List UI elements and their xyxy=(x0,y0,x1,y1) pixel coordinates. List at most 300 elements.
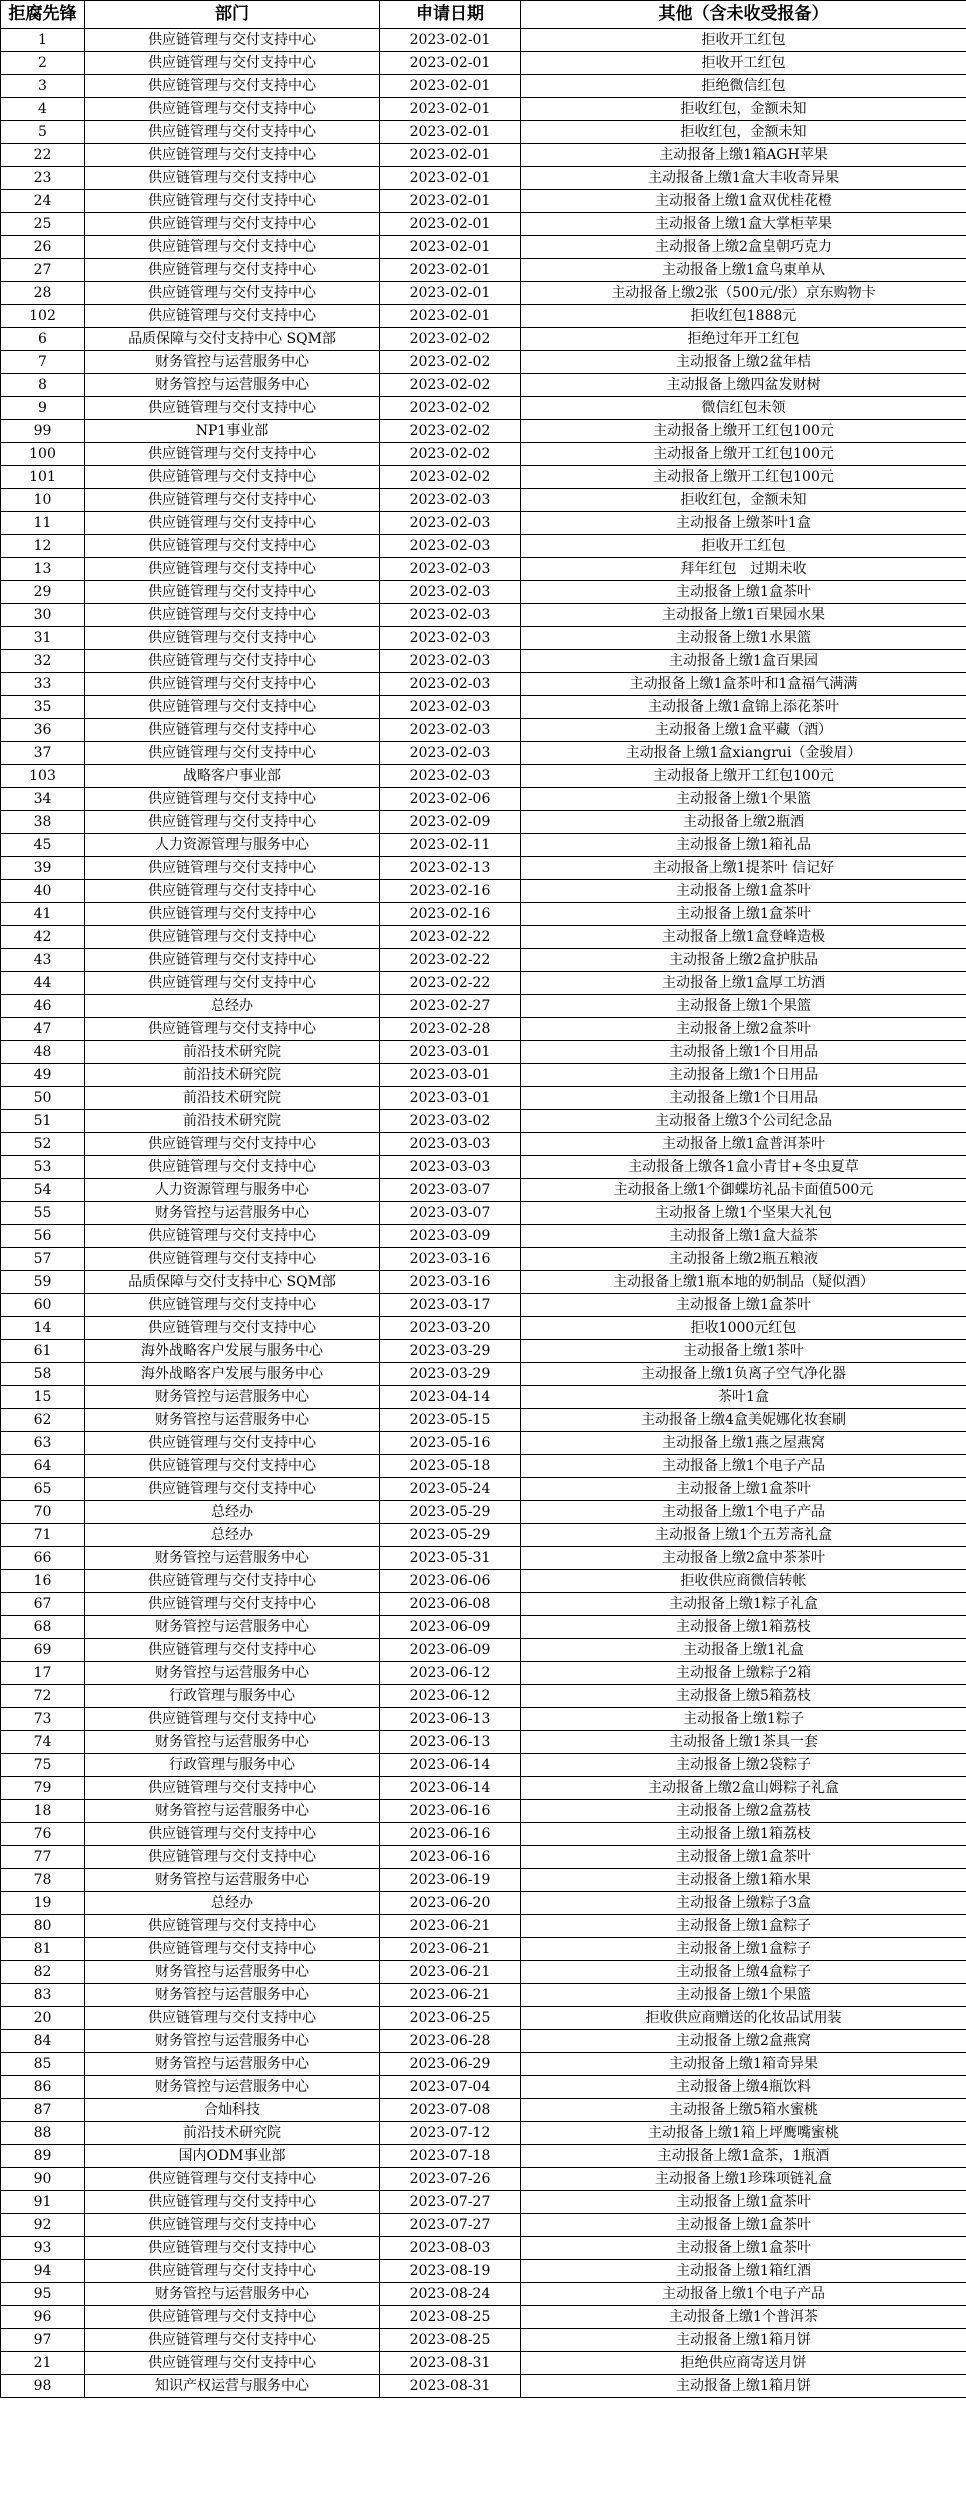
cell-date: 2023-06-09 xyxy=(380,1639,521,1662)
table-row xyxy=(1,1662,966,1685)
cell-date: 2023-03-01 xyxy=(380,1064,521,1087)
cell-department: 财务管控与运营服务中心 xyxy=(85,2053,380,2076)
table-row xyxy=(1,374,966,397)
cell-date: 2023-02-13 xyxy=(380,857,521,880)
cell-date: 2023-02-01 xyxy=(380,121,521,144)
cell-department: 总经办 xyxy=(85,1501,380,1524)
table-row xyxy=(1,1961,966,1984)
cell-id: 98 xyxy=(1,2375,85,2398)
cell-department: 财务管控与运营服务中心 xyxy=(85,1731,380,1754)
cell-id: 64 xyxy=(1,1455,85,1478)
cell-other: 主动报备上缴1盒平藏（酒） xyxy=(521,719,966,742)
cell-id: 9 xyxy=(1,397,85,420)
table-row xyxy=(1,1064,966,1087)
cell-id: 47 xyxy=(1,1018,85,1041)
cell-other: 主动报备上缴1箱礼品 xyxy=(521,834,966,857)
cell-date: 2023-03-09 xyxy=(380,1225,521,1248)
cell-date: 2023-06-21 xyxy=(380,1915,521,1938)
cell-department: 供应链管理与交付支持中心 xyxy=(85,949,380,972)
cell-date: 2023-02-03 xyxy=(380,719,521,742)
table-row xyxy=(1,259,966,282)
cell-date: 2023-02-01 xyxy=(380,167,521,190)
table-row xyxy=(1,2053,966,2076)
cell-other: 主动报备上缴1箱奇异果 xyxy=(521,2053,966,2076)
table-row xyxy=(1,1915,966,1938)
cell-other: 主动报备上缴1提茶叶 信记好 xyxy=(521,857,966,880)
cell-date: 2023-02-01 xyxy=(380,98,521,121)
cell-other: 主动报备上缴1盒茶，1瓶酒 xyxy=(521,2145,966,2168)
cell-id: 97 xyxy=(1,2329,85,2352)
cell-department: 行政管理与服务中心 xyxy=(85,1754,380,1777)
cell-id: 100 xyxy=(1,443,85,466)
cell-id: 93 xyxy=(1,2237,85,2260)
cell-id: 35 xyxy=(1,696,85,719)
cell-department: 财务管控与运营服务中心 xyxy=(85,2076,380,2099)
table-row xyxy=(1,2329,966,2352)
table-row xyxy=(1,75,966,98)
cell-department: 财务管控与运营服务中心 xyxy=(85,1662,380,1685)
table-row xyxy=(1,903,966,926)
cell-date: 2023-02-02 xyxy=(380,443,521,466)
cell-date: 2023-07-26 xyxy=(380,2168,521,2191)
cell-id: 66 xyxy=(1,1547,85,1570)
table-row xyxy=(1,719,966,742)
cell-department: 供应链管理与交付支持中心 xyxy=(85,52,380,75)
cell-department: 供应链管理与交付支持中心 xyxy=(85,581,380,604)
cell-other: 主动报备上缴各1盒小青甘+冬虫夏草 xyxy=(521,1156,966,1179)
cell-department: 战略客户事业部 xyxy=(85,765,380,788)
cell-department: 财务管控与运营服务中心 xyxy=(85,1547,380,1570)
table-row xyxy=(1,328,966,351)
cell-id: 54 xyxy=(1,1179,85,1202)
cell-id: 51 xyxy=(1,1110,85,1133)
table-row xyxy=(1,1892,966,1915)
cell-id: 5 xyxy=(1,121,85,144)
cell-id: 23 xyxy=(1,167,85,190)
cell-department: 财务管控与运营服务中心 xyxy=(85,1984,380,2007)
cell-other: 主动报备上缴1箱水果 xyxy=(521,1869,966,1892)
cell-id: 49 xyxy=(1,1064,85,1087)
cell-id: 67 xyxy=(1,1593,85,1616)
cell-id: 85 xyxy=(1,2053,85,2076)
cell-date: 2023-02-01 xyxy=(380,75,521,98)
cell-other: 主动报备上缴2盒茶叶 xyxy=(521,1018,966,1041)
cell-date: 2023-06-16 xyxy=(380,1800,521,1823)
table-row xyxy=(1,2007,966,2030)
cell-department: 财务管控与运营服务中心 xyxy=(85,2030,380,2053)
cell-other: 主动报备上缴1盒双优桂花橙 xyxy=(521,190,966,213)
cell-department: 供应链管理与交付支持中心 xyxy=(85,2260,380,2283)
cell-id: 25 xyxy=(1,213,85,236)
cell-id: 4 xyxy=(1,98,85,121)
cell-department: 供应链管理与交付支持中心 xyxy=(85,144,380,167)
cell-id: 14 xyxy=(1,1317,85,1340)
cell-date: 2023-06-09 xyxy=(380,1616,521,1639)
cell-id: 94 xyxy=(1,2260,85,2283)
table-row xyxy=(1,1777,966,1800)
cell-other: 主动报备上缴1个日用品 xyxy=(521,1087,966,1110)
cell-id: 80 xyxy=(1,1915,85,1938)
table-row xyxy=(1,98,966,121)
cell-id: 53 xyxy=(1,1156,85,1179)
cell-id: 8 xyxy=(1,374,85,397)
cell-other: 主动报备上缴1盒大益茶 xyxy=(521,1225,966,1248)
cell-other: 主动报备上缴1箱上坪鹰嘴蜜桃 xyxy=(521,2122,966,2145)
cell-date: 2023-05-16 xyxy=(380,1432,521,1455)
cell-other: 拒收开工红包 xyxy=(521,52,966,75)
cell-department: 前沿技术研究院 xyxy=(85,1087,380,1110)
cell-department: 供应链管理与交付支持中心 xyxy=(85,1455,380,1478)
cell-id: 91 xyxy=(1,2191,85,2214)
cell-other: 主动报备上缴1盒粽子 xyxy=(521,1915,966,1938)
table-row xyxy=(1,2306,966,2329)
cell-id: 37 xyxy=(1,742,85,765)
cell-id: 28 xyxy=(1,282,85,305)
cell-date: 2023-02-09 xyxy=(380,811,521,834)
cell-other: 拒收红包，金额未知 xyxy=(521,121,966,144)
cell-date: 2023-03-07 xyxy=(380,1179,521,1202)
cell-date: 2023-06-25 xyxy=(380,2007,521,2030)
cell-other: 主动报备上缴2瓶五粮液 xyxy=(521,1248,966,1271)
cell-date: 2023-02-03 xyxy=(380,696,521,719)
cell-date: 2023-02-28 xyxy=(380,1018,521,1041)
cell-id: 42 xyxy=(1,926,85,949)
cell-department: 供应链管理与交付支持中心 xyxy=(85,2237,380,2260)
cell-date: 2023-02-22 xyxy=(380,926,521,949)
cell-department: 供应链管理与交付支持中心 xyxy=(85,121,380,144)
cell-date: 2023-02-03 xyxy=(380,604,521,627)
cell-department: 供应链管理与交付支持中心 xyxy=(85,236,380,259)
cell-id: 2 xyxy=(1,52,85,75)
table-row xyxy=(1,512,966,535)
cell-date: 2023-03-20 xyxy=(380,1317,521,1340)
cell-department: 供应链管理与交付支持中心 xyxy=(85,2214,380,2237)
cell-other: 主动报备上缴开工红包100元 xyxy=(521,443,966,466)
cell-id: 56 xyxy=(1,1225,85,1248)
cell-department: 国内ODM事业部 xyxy=(85,2145,380,2168)
cell-date: 2023-02-01 xyxy=(380,282,521,305)
cell-other: 主动报备上缴粽子3盒 xyxy=(521,1892,966,1915)
cell-date: 2023-02-01 xyxy=(380,144,521,167)
cell-department: 供应链管理与交付支持中心 xyxy=(85,742,380,765)
table-row xyxy=(1,2145,966,2168)
cell-department: 供应链管理与交付支持中心 xyxy=(85,1938,380,1961)
table-body xyxy=(1,29,966,2398)
cell-department: 总经办 xyxy=(85,1892,380,1915)
cell-date: 2023-05-24 xyxy=(380,1478,521,1501)
table-row xyxy=(1,52,966,75)
cell-other: 主动报备上缴2盒中茶茶叶 xyxy=(521,1547,966,1570)
cell-other: 主动报备上缴开工红包100元 xyxy=(521,466,966,489)
table-row xyxy=(1,604,966,627)
cell-id: 83 xyxy=(1,1984,85,2007)
table-row xyxy=(1,995,966,1018)
cell-date: 2023-02-22 xyxy=(380,949,521,972)
cell-id: 45 xyxy=(1,834,85,857)
cell-id: 77 xyxy=(1,1846,85,1869)
cell-date: 2023-07-27 xyxy=(380,2214,521,2237)
cell-department: 供应链管理与交付支持中心 xyxy=(85,2191,380,2214)
table-row xyxy=(1,1455,966,1478)
cell-other: 主动报备上缴1个五芳斋礼盒 xyxy=(521,1524,966,1547)
cell-department: 供应链管理与交付支持中心 xyxy=(85,259,380,282)
table-row xyxy=(1,673,966,696)
cell-department: 财务管控与运营服务中心 xyxy=(85,1202,380,1225)
cell-id: 95 xyxy=(1,2283,85,2306)
table-row xyxy=(1,1225,966,1248)
table-row xyxy=(1,1478,966,1501)
header-date: 申请日期 xyxy=(380,1,521,29)
cell-department: 海外战略客户发展与服务中心 xyxy=(85,1363,380,1386)
cell-other: 拒收红包，金额未知 xyxy=(521,489,966,512)
cell-date: 2023-02-16 xyxy=(380,903,521,926)
cell-id: 36 xyxy=(1,719,85,742)
cell-other: 主动报备上缴1盒茶叶 xyxy=(521,1478,966,1501)
table-row xyxy=(1,213,966,236)
cell-id: 40 xyxy=(1,880,85,903)
cell-other: 主动报备上缴1个日用品 xyxy=(521,1041,966,1064)
cell-date: 2023-06-20 xyxy=(380,1892,521,1915)
cell-date: 2023-02-01 xyxy=(380,305,521,328)
table-row xyxy=(1,972,966,995)
cell-id: 90 xyxy=(1,2168,85,2191)
cell-other: 主动报备上缴2张（500元/张）京东购物卡 xyxy=(521,282,966,305)
table-header xyxy=(1,1,966,29)
cell-date: 2023-06-12 xyxy=(380,1662,521,1685)
table-row xyxy=(1,2214,966,2237)
table-row xyxy=(1,1087,966,1110)
cell-id: 99 xyxy=(1,420,85,443)
cell-other: 主动报备上缴4盒粽子 xyxy=(521,1961,966,1984)
header-id: 拒腐先锋 xyxy=(1,1,85,29)
cell-department: 知识产权运营与服务中心 xyxy=(85,2375,380,2398)
cell-id: 61 xyxy=(1,1340,85,1363)
cell-department: 财务管控与运营服务中心 xyxy=(85,351,380,374)
table-row xyxy=(1,834,966,857)
cell-date: 2023-02-03 xyxy=(380,581,521,604)
cell-department: 供应链管理与交付支持中心 xyxy=(85,558,380,581)
cell-date: 2023-07-04 xyxy=(380,2076,521,2099)
cell-other: 主动报备上缴1珍珠项链礼盒 xyxy=(521,2168,966,2191)
header-row xyxy=(1,1,966,29)
cell-department: 人力资源管理与服务中心 xyxy=(85,1179,380,1202)
table-row xyxy=(1,1593,966,1616)
cell-department: 人力资源管理与服务中心 xyxy=(85,834,380,857)
cell-other: 主动报备上缴四盆发财树 xyxy=(521,374,966,397)
cell-date: 2023-06-06 xyxy=(380,1570,521,1593)
cell-department: 总经办 xyxy=(85,1524,380,1547)
cell-id: 82 xyxy=(1,1961,85,1984)
table-row xyxy=(1,926,966,949)
cell-department: 供应链管理与交付支持中心 xyxy=(85,282,380,305)
cell-id: 60 xyxy=(1,1294,85,1317)
cell-id: 32 xyxy=(1,650,85,673)
cell-department: 供应链管理与交付支持中心 xyxy=(85,1570,380,1593)
cell-date: 2023-07-08 xyxy=(380,2099,521,2122)
table-row xyxy=(1,1708,966,1731)
cell-other: 主动报备上缴1盒xiangrui（金骏眉） xyxy=(521,742,966,765)
cell-other: 主动报备上缴1个坚果大礼包 xyxy=(521,1202,966,1225)
table-row xyxy=(1,144,966,167)
table-row xyxy=(1,1317,966,1340)
cell-department: 供应链管理与交付支持中心 xyxy=(85,2007,380,2030)
cell-id: 34 xyxy=(1,788,85,811)
cell-id: 46 xyxy=(1,995,85,1018)
cell-date: 2023-02-02 xyxy=(380,420,521,443)
cell-date: 2023-06-21 xyxy=(380,1938,521,1961)
cell-other: 主动报备上缴2盆年桔 xyxy=(521,351,966,374)
table-row xyxy=(1,627,966,650)
cell-id: 31 xyxy=(1,627,85,650)
cell-other: 拒绝过年开工红包 xyxy=(521,328,966,351)
cell-id: 13 xyxy=(1,558,85,581)
cell-department: 供应链管理与交付支持中心 xyxy=(85,1777,380,1800)
header-department: 部门 xyxy=(85,1,380,29)
table-row xyxy=(1,1432,966,1455)
cell-date: 2023-08-19 xyxy=(380,2260,521,2283)
cell-id: 79 xyxy=(1,1777,85,1800)
table-row xyxy=(1,1156,966,1179)
table-row xyxy=(1,2099,966,2122)
cell-id: 16 xyxy=(1,1570,85,1593)
table-row xyxy=(1,857,966,880)
cell-id: 75 xyxy=(1,1754,85,1777)
cell-date: 2023-08-25 xyxy=(380,2329,521,2352)
cell-id: 43 xyxy=(1,949,85,972)
cell-department: 供应链管理与交付支持中心 xyxy=(85,903,380,926)
cell-date: 2023-06-19 xyxy=(380,1869,521,1892)
cell-other: 主动报备上缴2瓶酒 xyxy=(521,811,966,834)
cell-id: 17 xyxy=(1,1662,85,1685)
cell-date: 2023-05-29 xyxy=(380,1501,521,1524)
cell-date: 2023-05-29 xyxy=(380,1524,521,1547)
cell-other: 主动报备上缴1箱AGH苹果 xyxy=(521,144,966,167)
cell-other: 拒收开工红包 xyxy=(521,535,966,558)
cell-id: 92 xyxy=(1,2214,85,2237)
cell-date: 2023-02-22 xyxy=(380,972,521,995)
table-row xyxy=(1,1869,966,1892)
cell-other: 主动报备上缴1箱月饼 xyxy=(521,2329,966,2352)
table-row xyxy=(1,443,966,466)
cell-department: 供应链管理与交付支持中心 xyxy=(85,811,380,834)
cell-department: 供应链管理与交付支持中心 xyxy=(85,627,380,650)
cell-other: 拜年红包 过期未收 xyxy=(521,558,966,581)
cell-date: 2023-06-12 xyxy=(380,1685,521,1708)
cell-department: 供应链管理与交付支持中心 xyxy=(85,1708,380,1731)
cell-department: 供应链管理与交付支持中心 xyxy=(85,167,380,190)
cell-date: 2023-08-31 xyxy=(380,2375,521,2398)
table-row xyxy=(1,1616,966,1639)
cell-date: 2023-02-01 xyxy=(380,52,521,75)
table-row xyxy=(1,190,966,213)
table-row xyxy=(1,1938,966,1961)
cell-department: 供应链管理与交付支持中心 xyxy=(85,1639,380,1662)
cell-id: 76 xyxy=(1,1823,85,1846)
cell-date: 2023-02-06 xyxy=(380,788,521,811)
cell-department: 供应链管理与交付支持中心 xyxy=(85,673,380,696)
cell-other: 主动报备上缴1盒登峰造极 xyxy=(521,926,966,949)
cell-department: 供应链管理与交付支持中心 xyxy=(85,972,380,995)
cell-department: 前沿技术研究院 xyxy=(85,1041,380,1064)
cell-department: 供应链管理与交付支持中心 xyxy=(85,1846,380,1869)
cell-department: 财务管控与运营服务中心 xyxy=(85,1961,380,1984)
table-row xyxy=(1,466,966,489)
table-row xyxy=(1,2122,966,2145)
cell-date: 2023-06-29 xyxy=(380,2053,521,2076)
cell-department: 供应链管理与交付支持中心 xyxy=(85,190,380,213)
cell-department: 供应链管理与交付支持中心 xyxy=(85,535,380,558)
cell-date: 2023-06-13 xyxy=(380,1708,521,1731)
cell-department: 供应链管理与交付支持中心 xyxy=(85,1133,380,1156)
cell-department: 供应链管理与交付支持中心 xyxy=(85,29,380,52)
cell-department: 供应链管理与交付支持中心 xyxy=(85,2329,380,2352)
cell-other: 主动报备上缴2盒荔枝 xyxy=(521,1800,966,1823)
cell-id: 22 xyxy=(1,144,85,167)
table-row xyxy=(1,1846,966,1869)
cell-department: 合灿科技 xyxy=(85,2099,380,2122)
table-row xyxy=(1,1041,966,1064)
table-row xyxy=(1,1501,966,1524)
cell-department: 总经办 xyxy=(85,995,380,1018)
cell-other: 主动报备上缴1盒茶叶 xyxy=(521,2214,966,2237)
cell-other: 主动报备上缴开工红包100元 xyxy=(521,420,966,443)
cell-other: 主动报备上缴1箱月饼 xyxy=(521,2375,966,2398)
cell-date: 2023-03-29 xyxy=(380,1340,521,1363)
cell-date: 2023-06-14 xyxy=(380,1754,521,1777)
cell-other: 微信红包未领 xyxy=(521,397,966,420)
cell-department: 供应链管理与交付支持中心 xyxy=(85,1432,380,1455)
cell-other: 主动报备上缴开工红包100元 xyxy=(521,765,966,788)
cell-department: 供应链管理与交付支持中心 xyxy=(85,443,380,466)
cell-id: 73 xyxy=(1,1708,85,1731)
cell-date: 2023-03-01 xyxy=(380,1041,521,1064)
cell-id: 26 xyxy=(1,236,85,259)
table-row xyxy=(1,397,966,420)
cell-other: 主动报备上缴1箱荔枝 xyxy=(521,1616,966,1639)
cell-other: 主动报备上缴2盒护肤品 xyxy=(521,949,966,972)
cell-other: 主动报备上缴1个果篮 xyxy=(521,788,966,811)
cell-department: 财务管控与运营服务中心 xyxy=(85,2283,380,2306)
cell-other: 主动报备上缴1盒厚工坊酒 xyxy=(521,972,966,995)
cell-department: 前沿技术研究院 xyxy=(85,1110,380,1133)
cell-date: 2023-06-16 xyxy=(380,1823,521,1846)
table-row xyxy=(1,236,966,259)
cell-other: 主动报备上缴1盒茶叶 xyxy=(521,1846,966,1869)
table-row xyxy=(1,811,966,834)
cell-date: 2023-03-03 xyxy=(380,1156,521,1179)
table-row xyxy=(1,1409,966,1432)
cell-id: 69 xyxy=(1,1639,85,1662)
cell-id: 6 xyxy=(1,328,85,351)
cell-department: 品质保障与交付支持中心 SQM部 xyxy=(85,1271,380,1294)
cell-date: 2023-03-29 xyxy=(380,1363,521,1386)
cell-department: 供应链管理与交付支持中心 xyxy=(85,696,380,719)
header-other: 其他（含未收受报备） xyxy=(521,1,966,29)
table-row xyxy=(1,2375,966,2398)
cell-date: 2023-02-03 xyxy=(380,765,521,788)
cell-other: 主动报备上缴1盒普洱茶叶 xyxy=(521,1133,966,1156)
cell-other: 主动报备上缴1盒百果园 xyxy=(521,650,966,673)
table-row xyxy=(1,1363,966,1386)
cell-other: 主动报备上缴1盒茶叶 xyxy=(521,2237,966,2260)
cell-date: 2023-06-28 xyxy=(380,2030,521,2053)
cell-id: 81 xyxy=(1,1938,85,1961)
cell-other: 主动报备上缴1茶具一套 xyxy=(521,1731,966,1754)
table-row xyxy=(1,2191,966,2214)
cell-date: 2023-03-03 xyxy=(380,1133,521,1156)
cell-other: 主动报备上缴1盒大掌柜苹果 xyxy=(521,213,966,236)
cell-date: 2023-05-18 xyxy=(380,1455,521,1478)
